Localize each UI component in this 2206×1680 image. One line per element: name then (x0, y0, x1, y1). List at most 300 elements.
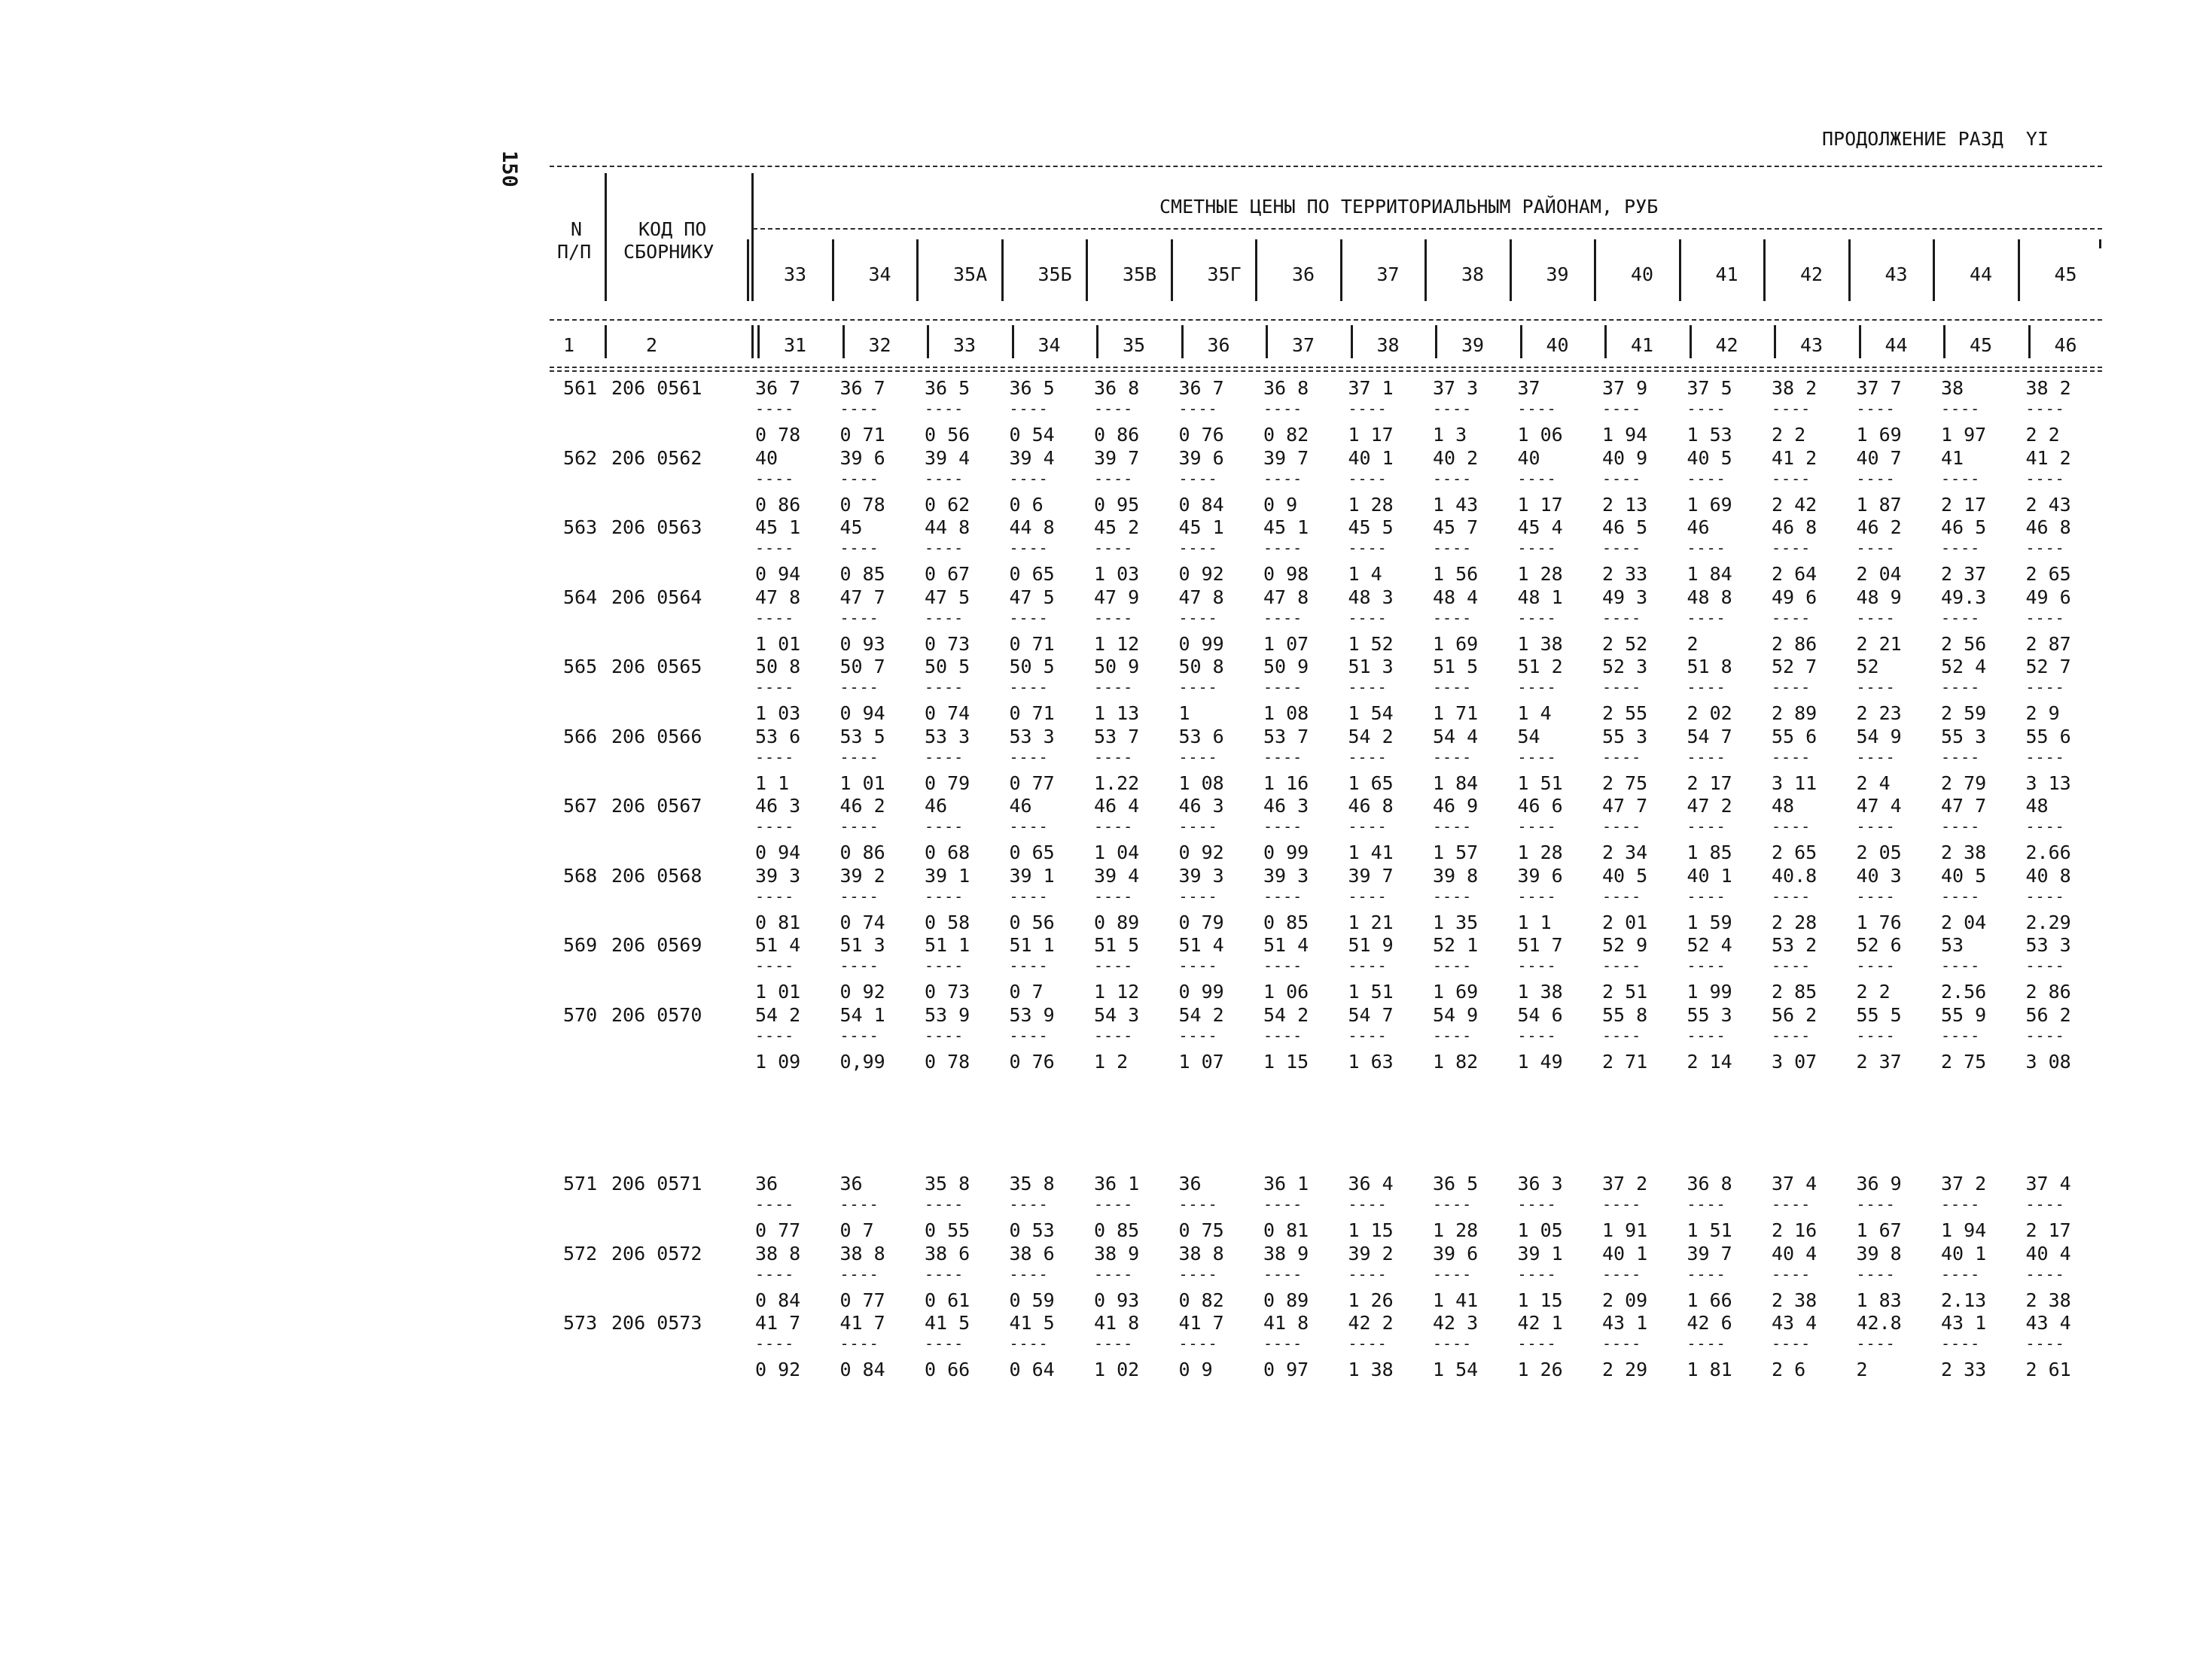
price-value: 2 65 (2025, 563, 2071, 585)
price-value: 42 6 (1686, 1312, 1732, 1334)
value-separator: ---- (1856, 1335, 1896, 1353)
value-separator: ---- (1941, 400, 1981, 418)
price-value: 56 2 (2025, 1003, 2071, 1026)
value-separator: ---- (1094, 957, 1134, 975)
region-header: 33 (784, 263, 807, 285)
value-separator: ---- (839, 1195, 879, 1213)
price-value: 55 3 (1941, 725, 1987, 747)
price-value: 2 04 (1856, 563, 1902, 585)
value-separator: ---- (1178, 1026, 1218, 1045)
value-separator: ---- (1602, 1335, 1642, 1353)
price-value: 36 5 (1433, 1173, 1479, 1195)
price-value: 47 9 (1094, 586, 1140, 608)
region-divider (1763, 239, 1766, 301)
column-number: 44 (1885, 334, 1908, 356)
value-separator: ---- (925, 817, 964, 835)
price-value: 1 51 (1517, 772, 1563, 794)
price-value: 0 79 (1178, 911, 1224, 933)
price-value: 46 3 (755, 795, 801, 817)
price-value: 2 14 (1686, 1050, 1732, 1073)
price-value: 0 86 (1094, 424, 1140, 446)
region-divider (916, 239, 919, 301)
value-separator: ---- (1009, 539, 1049, 557)
price-value: 1 97 (1941, 424, 1987, 446)
price-value: 47 8 (755, 586, 801, 608)
price-value: 41 2 (2025, 446, 2071, 469)
value-separator: ---- (1602, 1195, 1642, 1213)
value-separator: ---- (1178, 539, 1218, 557)
price-value: 53 9 (925, 1003, 970, 1026)
value-separator: ---- (2025, 1026, 2065, 1045)
price-value: 54 9 (1433, 1003, 1479, 1026)
price-value: 0 59 (1009, 1289, 1055, 1311)
value-separator: ---- (1602, 1265, 1642, 1283)
price-value: 39 1 (1009, 864, 1055, 887)
row-number: 562 (563, 446, 598, 469)
price-value: 36 8 (1094, 377, 1140, 399)
column-number-divider (2028, 325, 2031, 358)
price-value: 1 09 (755, 1050, 801, 1073)
value-separator: ---- (1178, 678, 1218, 696)
region-divider (2018, 239, 2020, 301)
value-separator: ---- (755, 1026, 795, 1045)
region-divider (1933, 239, 1935, 301)
price-value: 2 37 (1856, 1050, 1902, 1073)
price-value: 2 02 (1686, 702, 1732, 724)
price-heading: СМЕТНЫЕ ЦЕНЫ ПО ТЕРРИТОРИАЛЬНЫМ РАЙОНАМ, РУБ (1159, 196, 1659, 218)
price-value: 51 1 (1009, 934, 1055, 956)
value-separator: ---- (2025, 678, 2065, 696)
price-value: 1 94 (1941, 1219, 1987, 1241)
price-value: 1 94 (1602, 424, 1648, 446)
price-value: 37 4 (2025, 1173, 2071, 1195)
value-separator: ---- (1941, 469, 1981, 488)
price-value: 38 6 (925, 1242, 970, 1265)
region-divider (1171, 239, 1173, 301)
value-separator: ---- (1263, 817, 1303, 835)
value-separator: ---- (755, 747, 795, 766)
price-value: 53 5 (839, 725, 885, 747)
price-value: 1 28 (1517, 842, 1563, 863)
price-value: 1 15 (1348, 1219, 1394, 1241)
price-value: 2 65 (1772, 842, 1818, 863)
value-separator: ---- (1686, 817, 1726, 835)
price-value: 2 38 (1941, 842, 1987, 863)
value-separator: ---- (1772, 817, 1811, 835)
price-value: 1 3 (1433, 424, 1467, 446)
price-value: 39 4 (1094, 864, 1140, 887)
value-separator: ---- (925, 1026, 964, 1045)
value-separator: ---- (1178, 1195, 1218, 1213)
price-value: 2 17 (1686, 772, 1732, 794)
price-value: 0 85 (1263, 911, 1309, 933)
price-value: 36 5 (925, 377, 970, 399)
value-separator: ---- (1263, 1335, 1303, 1353)
value-separator: ---- (839, 747, 879, 766)
value-separator: ---- (1009, 1195, 1049, 1213)
price-value: 40 (755, 446, 778, 469)
region-header: 38 (1461, 263, 1485, 285)
price-value: 2 89 (1772, 702, 1818, 724)
price-value: 2.66 (2025, 842, 2071, 863)
price-value: 46 5 (1602, 516, 1648, 538)
row-number: 571 (563, 1173, 598, 1195)
value-separator: ---- (1094, 747, 1134, 766)
value-separator: ---- (1941, 1026, 1981, 1045)
price-value: 51 3 (839, 934, 885, 956)
price-value: 40 1 (1941, 1242, 1987, 1265)
value-separator: ---- (1094, 817, 1134, 835)
price-value: 1 08 (1263, 702, 1309, 724)
price-value: 1 03 (1094, 563, 1140, 585)
price-value: 0 66 (925, 1359, 970, 1380)
price-value: 47 8 (1178, 586, 1224, 608)
value-separator: ---- (1941, 957, 1981, 975)
price-value: 36 4 (1348, 1173, 1394, 1195)
price-value: 39 4 (925, 446, 970, 469)
price-value: 38 6 (1009, 1242, 1055, 1265)
row-code: 206 0565 (611, 656, 702, 677)
region-header: 35Г (1207, 263, 1242, 285)
price-value: 1 26 (1517, 1359, 1563, 1380)
value-separator: ---- (1602, 678, 1642, 696)
value-separator: ---- (1517, 957, 1557, 975)
value-separator: ---- (1433, 678, 1473, 696)
price-value: 0 55 (925, 1219, 970, 1241)
value-separator: ---- (755, 1195, 795, 1213)
value-separator: ---- (1009, 957, 1049, 975)
value-separator: ---- (1941, 1265, 1981, 1283)
price-value: 2 6 (1772, 1359, 1806, 1380)
price-value: 0 94 (755, 842, 801, 863)
price-value: 40 2 (1433, 446, 1479, 469)
value-separator: ---- (1178, 1265, 1218, 1283)
price-value: 53 3 (1009, 725, 1055, 747)
section-continuation-title: ПРОДОЛЖЕНИЕ РАЗД YI (1822, 128, 2049, 150)
value-separator: ---- (1263, 678, 1303, 696)
price-value: 45 1 (1178, 516, 1224, 538)
value-separator: ---- (1686, 608, 1726, 627)
price-value: 36 5 (1009, 377, 1055, 399)
price-value: 41 5 (1009, 1312, 1055, 1334)
price-value: 1 52 (1348, 632, 1394, 655)
price-value: 41 7 (755, 1312, 801, 1334)
column-number-divider (1181, 325, 1184, 358)
price-value: 37 4 (1772, 1173, 1818, 1195)
price-value: 39 1 (925, 864, 970, 887)
value-separator: ---- (1094, 1195, 1134, 1213)
price-value: 0 89 (1094, 911, 1140, 933)
region-rule (550, 319, 2102, 321)
price-value: 0 92 (1178, 842, 1224, 863)
price-value: 40.8 (1772, 864, 1818, 887)
value-separator: ---- (1856, 608, 1896, 627)
price-value: 0 74 (839, 911, 885, 933)
col-n-label: N (571, 218, 583, 240)
value-separator: ---- (1517, 747, 1557, 766)
price-value: 46 3 (1178, 795, 1224, 817)
value-separator: ---- (1348, 469, 1388, 488)
price-value: 54 2 (1263, 1003, 1309, 1026)
price-value: 0 92 (755, 1359, 801, 1380)
price-value: 42 3 (1433, 1312, 1479, 1334)
price-value: 53 6 (755, 725, 801, 747)
value-separator: ---- (1772, 469, 1811, 488)
price-value: 0 7 (1009, 981, 1044, 1003)
row-code: 206 0562 (611, 446, 702, 469)
row-code: 206 0568 (611, 864, 702, 887)
price-value: 39 7 (1348, 864, 1394, 887)
price-value: 0 84 (839, 1359, 885, 1380)
price-value: 1 4 (1517, 702, 1552, 724)
region-header: 42 (1800, 263, 1824, 285)
price-value: 52 9 (1602, 934, 1648, 956)
price-value: 0,99 (839, 1050, 885, 1073)
price-value: 1 83 (1856, 1289, 1902, 1311)
column-number-divider (1351, 325, 1353, 358)
value-separator: ---- (1686, 1195, 1726, 1213)
value-separator: ---- (2025, 1195, 2065, 1213)
price-value: 48 3 (1348, 586, 1394, 608)
price-value: 50 7 (839, 656, 885, 677)
price-value: 55 3 (1602, 725, 1648, 747)
price-value: 37 (1517, 377, 1540, 399)
price-value: 1 87 (1856, 493, 1902, 516)
value-separator: ---- (839, 469, 879, 488)
row-code: 206 0572 (611, 1242, 702, 1265)
price-value: 48 (2025, 795, 2049, 817)
price-value: 1 51 (1348, 981, 1394, 1003)
price-value: 1 71 (1433, 702, 1479, 724)
price-value: 0 93 (1094, 1289, 1140, 1311)
region-divider (832, 239, 834, 301)
price-value: 40 5 (1941, 864, 1987, 887)
value-separator: ---- (925, 957, 964, 975)
price-value: 3 07 (1772, 1050, 1818, 1073)
price-value: 48 1 (1517, 586, 1563, 608)
column-number-divider (1774, 325, 1776, 358)
price-value: 2 29 (1602, 1359, 1648, 1380)
value-separator: ---- (925, 608, 964, 627)
value-separator: ---- (1263, 1026, 1303, 1045)
price-value: 53 7 (1094, 725, 1140, 747)
price-value: 0 77 (755, 1219, 801, 1241)
price-value: 39 6 (1433, 1242, 1479, 1265)
value-separator: ---- (839, 539, 879, 557)
price-value: 45 5 (1348, 516, 1394, 538)
value-separator: ---- (839, 678, 879, 696)
price-value: 2 4 (1856, 772, 1891, 794)
column-number: 2 (646, 334, 658, 356)
price-value: 1 17 (1348, 424, 1394, 446)
price-value: 1 65 (1348, 772, 1394, 794)
price-value: 48 9 (1856, 586, 1902, 608)
price-value: 0 78 (925, 1050, 970, 1073)
region-header: 41 (1715, 263, 1738, 285)
price-value: 46 (925, 795, 948, 817)
price-value: 51 8 (1686, 656, 1732, 677)
value-separator: ---- (1602, 957, 1642, 975)
price-value: 2 04 (1941, 911, 1987, 933)
price-value: 1 84 (1686, 563, 1732, 585)
value-separator: ---- (1009, 469, 1049, 488)
region-header: 34 (868, 263, 891, 285)
price-value: 50 9 (1094, 656, 1140, 677)
price-value: 40 1 (1602, 1242, 1648, 1265)
price-value: 1 66 (1686, 1289, 1732, 1311)
price-value: 1 76 (1856, 911, 1902, 933)
price-value: 50 8 (755, 656, 801, 677)
price-value: 3 13 (2025, 772, 2071, 794)
price-value: 2.56 (1941, 981, 1987, 1003)
value-separator: ---- (1856, 400, 1896, 418)
value-separator: ---- (925, 1335, 964, 1353)
price-value: 35 8 (1009, 1173, 1055, 1195)
price-value: 35 8 (925, 1173, 970, 1195)
price-value: 54 9 (1856, 725, 1902, 747)
price-value: 53 3 (925, 725, 970, 747)
value-separator: ---- (1178, 887, 1218, 905)
price-value: 55 5 (1856, 1003, 1902, 1026)
column-number: 33 (953, 334, 977, 356)
price-value: 2 (1686, 632, 1699, 655)
price-value: 0 77 (1009, 772, 1055, 794)
price-value: 1 15 (1263, 1050, 1309, 1073)
price-value: 54 6 (1517, 1003, 1563, 1026)
price-value: 37 3 (1433, 377, 1479, 399)
price-value: 0 62 (925, 493, 970, 516)
value-separator: ---- (755, 887, 795, 905)
price-value: 39 1 (1517, 1242, 1563, 1265)
value-separator: ---- (839, 957, 879, 975)
row-code: 206 0564 (611, 586, 702, 608)
price-value: 47 5 (1009, 586, 1055, 608)
price-value: 1 38 (1348, 1359, 1394, 1380)
price-value: 1 56 (1433, 563, 1479, 585)
value-separator: ---- (1433, 400, 1473, 418)
value-separator: ---- (1009, 887, 1049, 905)
price-value: 2 38 (1772, 1289, 1818, 1311)
value-separator: ---- (1009, 1026, 1049, 1045)
column-number: 31 (784, 334, 807, 356)
price-value: 40 1 (1348, 446, 1394, 469)
price-value: 38 9 (1094, 1242, 1140, 1265)
price-value: 1 63 (1348, 1050, 1394, 1073)
column-number-divider (757, 325, 760, 358)
price-value: 0 99 (1178, 632, 1224, 655)
price-value: 1 2 (1094, 1050, 1129, 1073)
price-value: 1 06 (1263, 981, 1309, 1003)
price-value: 46 8 (1772, 516, 1818, 538)
price-value: 48 4 (1433, 586, 1479, 608)
price-value: 45 1 (755, 516, 801, 538)
value-separator: ---- (1178, 469, 1218, 488)
value-separator: ---- (1517, 469, 1557, 488)
column-number-divider (1435, 325, 1437, 358)
price-value: 49 3 (1602, 586, 1648, 608)
price-value: 2 17 (1941, 493, 1987, 516)
price-value: 2 64 (1772, 563, 1818, 585)
price-value: 36 9 (1856, 1173, 1902, 1195)
price-value: 1 01 (755, 632, 801, 655)
value-separator: ---- (1348, 608, 1388, 627)
price-value: 48 8 (1686, 586, 1732, 608)
price-value: 1.22 (1094, 772, 1140, 794)
price-value: 2 75 (1602, 772, 1648, 794)
price-value: 47 7 (1602, 795, 1648, 817)
row-number: 572 (563, 1242, 598, 1265)
value-separator: ---- (1263, 469, 1303, 488)
value-separator: ---- (925, 678, 964, 696)
value-separator: ---- (1517, 539, 1557, 557)
value-separator: ---- (1348, 1335, 1388, 1353)
price-value: 1 21 (1348, 911, 1394, 933)
value-separator: ---- (1433, 539, 1473, 557)
price-value: 37 5 (1686, 377, 1732, 399)
divider-code (751, 173, 754, 301)
row-code: 206 0561 (611, 377, 702, 399)
value-separator: ---- (1094, 678, 1134, 696)
price-value: 38 2 (1772, 377, 1818, 399)
value-separator: ---- (1941, 608, 1981, 627)
price-value: 2 87 (2025, 632, 2071, 655)
region-divider (1424, 239, 1427, 301)
price-value: 36 7 (755, 377, 801, 399)
price-value: 0 81 (1263, 1219, 1309, 1241)
price-value: 1 03 (755, 702, 801, 724)
page-number: 150 (498, 151, 521, 187)
price-value: 3 11 (1772, 772, 1818, 794)
value-separator: ---- (1009, 1265, 1049, 1283)
price-value: 0 56 (1009, 911, 1055, 933)
value-separator: ---- (1772, 608, 1811, 627)
value-separator: ---- (839, 1335, 879, 1353)
value-separator: ---- (1178, 608, 1218, 627)
price-value: 2 01 (1602, 911, 1648, 933)
price-value: 0 6 (1009, 493, 1044, 516)
price-value: 51 2 (1517, 656, 1563, 677)
value-separator: ---- (1856, 539, 1896, 557)
region-header: 40 (1631, 263, 1654, 285)
price-value: 0 84 (755, 1289, 801, 1311)
value-separator: ---- (1348, 1026, 1388, 1045)
price-value: 49.3 (1941, 586, 1987, 608)
value-separator: ---- (1941, 1335, 1981, 1353)
price-value: 2 61 (2025, 1359, 2071, 1380)
price-value: 0 97 (1263, 1359, 1309, 1380)
top-rule (550, 166, 2102, 167)
price-value: 2 2 (1772, 424, 1806, 446)
region-header: 44 (1970, 263, 1993, 285)
value-separator: ---- (1686, 469, 1726, 488)
value-separator: ---- (1686, 887, 1726, 905)
price-value: 51 7 (1517, 934, 1563, 956)
price-value: 0 84 (1178, 493, 1224, 516)
region-divider (1086, 239, 1088, 301)
price-value: 37 7 (1856, 377, 1902, 399)
price-value: 1 08 (1178, 772, 1224, 794)
price-value: 2 55 (1602, 702, 1648, 724)
value-separator: ---- (1941, 539, 1981, 557)
value-separator: ---- (1433, 1026, 1473, 1045)
column-number-divider (1266, 325, 1268, 358)
price-value: 54 4 (1433, 725, 1479, 747)
value-separator: ---- (1602, 1026, 1642, 1045)
value-separator: ---- (1263, 608, 1303, 627)
price-value: 1 82 (1433, 1050, 1479, 1073)
price-value: 1 69 (1856, 424, 1902, 446)
price-value: 38 8 (755, 1242, 801, 1265)
